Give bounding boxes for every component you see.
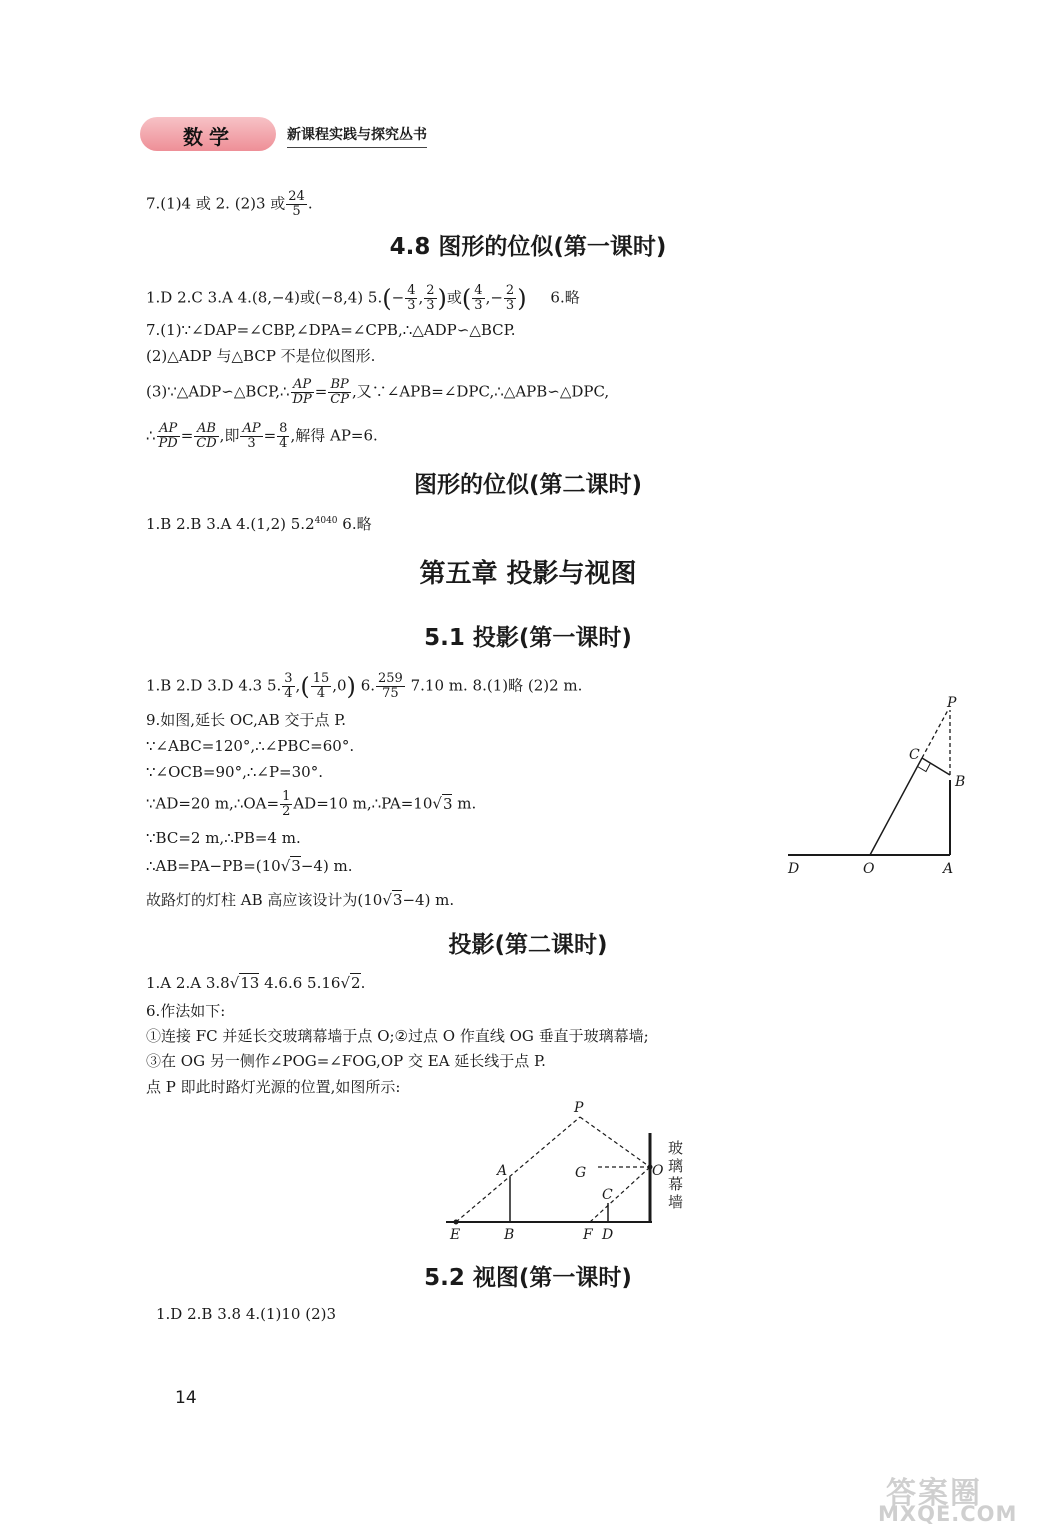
header-subject: 数学	[183, 125, 235, 149]
chapter-title: 第五章 投影与视图	[419, 559, 637, 589]
answer-line-5-2: 1.D 2.B 3.8 4.(1)10 (2)3	[156, 1305, 337, 1323]
wall-label-3: 幕	[668, 1175, 684, 1193]
label-e: E	[450, 1227, 461, 1243]
answer-line-4-8-2: 7.(1)∵∠DAP=∠CBP,∠DPA=∠CPB,∴△ADP∽△BCP.	[146, 321, 516, 339]
answer-line-5-1-4: ∵∠OCB=90°,∴∠P=30°.	[146, 763, 323, 781]
watermark	[878, 1468, 1048, 1530]
answer-line-5-1-6: ∵BC=2 m,∴PB=4 m.	[146, 829, 301, 847]
answer-line-5-1b-4: ③在 OG 另一侧作∠POG=∠FOG,OP 交 EA 延长线于点 P.	[146, 1052, 546, 1070]
answer-line-5-1-3: ∵∠ABC=120°,∴∠PBC=60°.	[146, 737, 355, 755]
section-title-4-8: 4.8 图形的位似(第一课时)	[389, 234, 667, 260]
wall-label-2: 璃	[668, 1157, 684, 1175]
watermark-logo-text: 答案圈	[886, 1476, 982, 1511]
answer-line-p7: 7.(1)4 或 2. (2)3 或 $\frac{24}{5}$ .	[146, 189, 313, 219]
label-o: O	[863, 861, 875, 877]
answer-line-5-1b-5: 点 P 即此时路灯光源的位置,如图所示:	[146, 1078, 401, 1096]
glass-wall-figure	[440, 1095, 700, 1245]
answer-line-4-8-5: ∴ $\frac{AP}{PD}$ = $\frac{AB}{CD}$ ,即 $\frac{AP}{3}$ = $\frac{8}{4}$ ,解得 AP=6.	[146, 421, 378, 451]
section-title-5-1: 5.1 投影(第一课时)	[424, 625, 632, 651]
answer-line-5-1b-2: 6.作法如下:	[146, 1002, 226, 1020]
section-title-5-1-lesson2: 投影(第二课时)	[448, 932, 608, 958]
wall-label-1: 玻	[668, 1139, 684, 1157]
answer-line-5-1b-3: ①连接 FC 并延长交玻璃幕墙于点 O;②过点 O 作直线 OG 垂直于玻璃幕墙;	[146, 1027, 649, 1045]
answer-line-5-1-1: 1.B 2.D 3.D 4.3 5. $\frac{3}{4}$ ,( $\frac{15}{4}$ ,0) 6. $\frac{259}{75}$ 7.10 m. 8.(1)略 (2)2 m.	[146, 671, 583, 701]
label-o: O	[652, 1163, 664, 1179]
label-d: D	[788, 861, 800, 877]
label-d: D	[602, 1227, 614, 1243]
segment-oc	[870, 758, 922, 855]
label-b: B	[955, 774, 966, 790]
dashed-fo	[590, 1167, 650, 1222]
wall-label-4: 墙	[668, 1193, 684, 1211]
streetlight-figure	[780, 695, 990, 885]
point-e	[454, 1220, 459, 1225]
dashed-ep	[456, 1117, 580, 1222]
label-c: C	[602, 1187, 613, 1203]
answer-line-4-8b: 1.B 2.B 3.A 4.(1,2) $5.2^{4040}$ 6.略	[146, 515, 372, 533]
label-c: C	[909, 747, 920, 763]
answer-line-4-8-4: (3)∵△ADP∽△BCP,∴ $\frac{AP}{DP}$ = $\frac{BP}{CP}$ ,又∵∠APB=∠DPC,∴△APB∽△DPC,	[146, 377, 610, 407]
dashed-cp	[922, 710, 948, 758]
page-number: 14	[175, 1388, 197, 1408]
section-title-5-2: 5.2 视图(第一课时)	[424, 1265, 632, 1291]
label-g: G	[575, 1165, 587, 1181]
answer-line-5-1-7: ∴AB=PA−PB=(10√3−4) m.	[146, 857, 353, 875]
segment-cb	[922, 758, 950, 775]
watermark-url: MXQE.COM	[878, 1502, 1018, 1526]
section-title-4-8-lesson2: 图形的位似(第二课时)	[413, 472, 643, 498]
answer-line-5-1-2: 9.如图,延长 OC,AB 交于点 P.	[146, 711, 347, 729]
label-b: B	[504, 1227, 515, 1243]
label-p: P	[574, 1100, 584, 1116]
answer-line-5-1b-1: 1.A 2.A 3.8√13 4.6.6 5.16√2.	[146, 974, 366, 992]
answer-line-5-1-8: 故路灯的灯柱 AB 高应该设计为(10√3−4) m.	[146, 891, 455, 909]
label-f: F	[583, 1227, 593, 1243]
label-p: P	[947, 695, 957, 711]
label-a: A	[943, 861, 954, 877]
header-series-title: 新课程实践与探究丛书	[287, 124, 427, 148]
answer-line-5-1-5: ∵AD=20 m,∴OA= $\frac{1}{2}$ AD=10 m,∴PA=10√3 m.	[146, 789, 477, 819]
answer-line-4-8-3: (2)△ADP 与△BCP 不是位似图形.	[146, 347, 376, 365]
answer-line-4-8-1: 1.D 2.C 3.A 4.(8,−4)或(−8,4) 5.(− $\frac{4}{3}$ , $\frac{2}{3}$ )或( $\frac{4}{3}$ ,− $\frac{2}{3}$ ) 6.略	[146, 283, 580, 313]
dashed-po	[580, 1117, 650, 1167]
label-a: A	[497, 1163, 508, 1179]
